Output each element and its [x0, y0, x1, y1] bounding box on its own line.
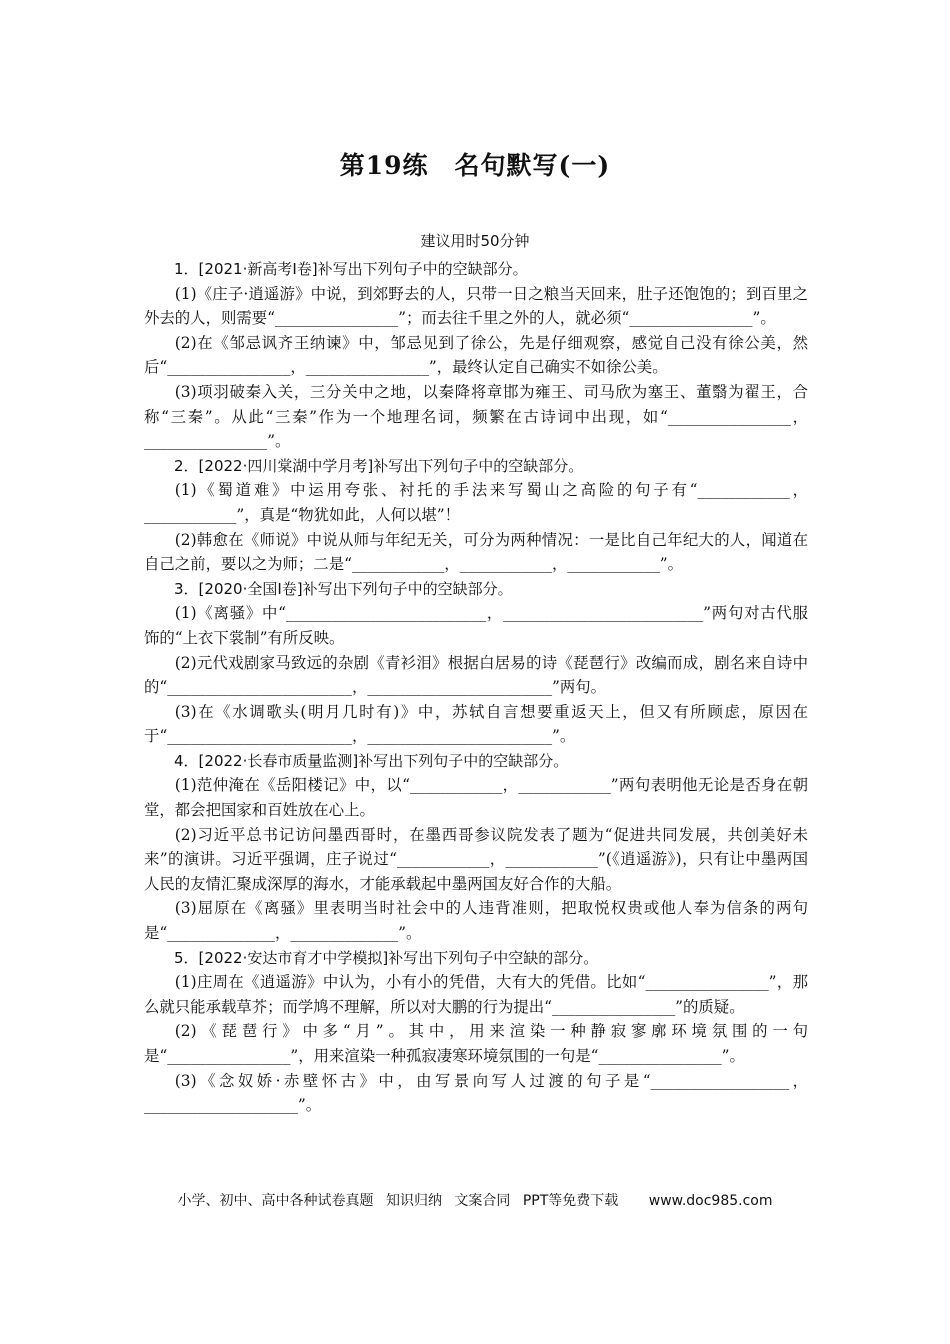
question-5-part-1: (1)庄周在《逍遥游》中认为，小有小的凭借，大有大的凭借。比如“________________”，那么就只能承载草芥；而学鸠不理解，所以对大鹏的行为提出“________________”的质疑。 — [144, 973, 808, 1016]
question-2-part-1: (1)《蜀道难》中运用夸张、衬托的手法来写蜀山之高险的句子有“____________，____________”，真是“物犹如此，人何以堪”！ — [144, 481, 808, 524]
question-5-head: 5．[2022·安达市育才中学模拟]补写出下列句子中空缺的部分。 — [174, 948, 599, 967]
question-4-part-2: (2)习近平总书记访问墨西哥时，在墨西哥参议院发表了题为“促进共同发展，共创美好未来”的演讲。习近平强调，庄子说过“____________，____________”(《逍遥游》)，只有让中墨两国人民的友情汇聚成深厚的海水，才能承载起中墨两国友好合作的大船。 — [144, 825, 808, 893]
footer-text-ppt: PPT等免费下载 — [522, 1193, 619, 1209]
footer-text-exams: 小学、初中、高中各种试卷真题 — [177, 1193, 374, 1209]
question-list — [144, 257, 808, 1118]
question-3-part-2: (2)元代戏剧家马致远的杂剧《青衫泪》根据白居易的诗《琵琶行》改编而成，剧名来自诗中的“________________________，________________________”两句。 — [144, 653, 808, 697]
question-1-part-2: (2)在《邹忌讽齐王纳谏》中，邹忌见到了徐公，先是仔细观察，感觉自己没有徐公美，然后“________________，________________”，最终认定自己确实不如徐公美。 — [144, 333, 808, 377]
time-suggestion: 建议用时50分钟 — [420, 232, 530, 250]
footer-ad — [0, 1190, 950, 1210]
question-4-head: 4．[2022·长春市质量监测]补写出下列句子中的空缺部分。 — [174, 751, 569, 770]
question-5-part-2: (2)《琵琶行》中多“月”。其中，用来渲染一种静寂寥廓环境氛围的一句是“________________”，用来渲染一种孤寂凄寒环境氛围的一句是“________________”。 — [144, 1022, 808, 1065]
footer-url-link[interactable]: www.doc985.com — [648, 1193, 773, 1209]
question-1-part-1: (1)《庄子·逍遥游》中说，到郊野去的人，只带一日之粮当天回来，肚子还饱饱的；到百里之外去的人，则需要“________________”；而去往千里之外的人，就必须“________________”。 — [144, 284, 808, 328]
question-1-part-3: (3)项羽破秦入关，三分关中之地，以秦降将章邯为雍王、司马欣为塞王、董翳为翟王，合称“三秦”。从此“三秦”作为一个地理名词，频繁在古诗词中出现，如“________________，________________”。 — [144, 382, 808, 451]
question-4-part-3: (3)屈原在《离骚》里表明当时社会中的人违背准则，把取悦权贵或他人奉为信条的两句是“______________，______________”。 — [144, 899, 808, 943]
footer-text-contracts: 文案合同 — [454, 1193, 511, 1209]
question-3-part-3: (3)在《水调歌头(明月几时有)》中，苏轼自言想要重返天上，但又有所顾虑，原因在于“________________________，________________________”。 — [144, 702, 808, 746]
page-title: 第19练 名句默写(一) — [339, 151, 611, 180]
question-5-part-3: (3)《念奴娇·赤壁怀古》中，由写景向写人过渡的句子是“__________________，____________________”。 — [144, 1071, 808, 1115]
question-3-part-1: (1)《离骚》中“__________________________，__________________________”两句对古代服饰的“上衣下裳制”有所反映。 — [144, 604, 808, 647]
footer-text-knowledge: 知识归纳 — [385, 1193, 442, 1209]
question-1-head: 1．[2021·新高考Ⅰ卷]补写出下列句子中的空缺部分。 — [174, 260, 528, 278]
question-3-head: 3．[2020·全国Ⅰ卷]补写出下列句子中的空缺部分。 — [174, 579, 513, 598]
question-2-part-2: (2)韩愈在《师说》中说从师与年纪无关，可分为两种情况：一是比自己年纪大的人，闻道在自己之前，要以之为师；二是“____________，____________，____________”。 — [144, 530, 808, 574]
question-2-head: 2．[2022·四川棠湖中学月考]补写出下列句子中的空缺部分。 — [174, 456, 584, 475]
question-4-part-1: (1)范仲淹在《岳阳楼记》中，以“____________，____________”两句表明他无论是否身在朝堂，都会把国家和百姓放在心上。 — [144, 776, 808, 820]
